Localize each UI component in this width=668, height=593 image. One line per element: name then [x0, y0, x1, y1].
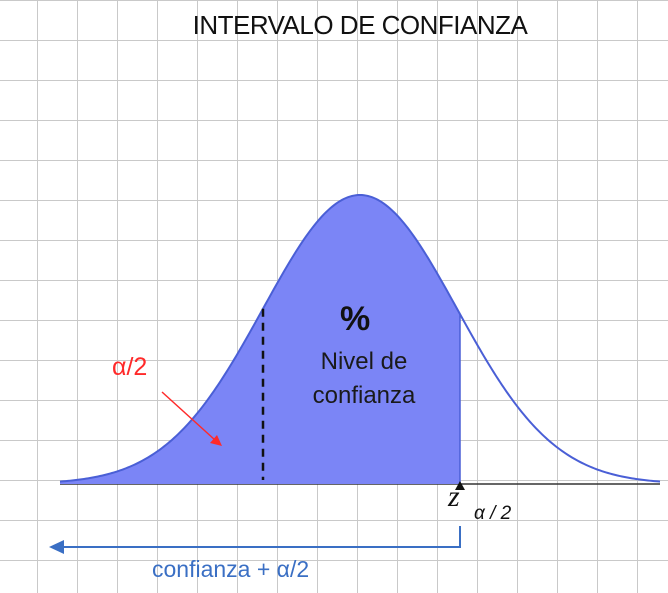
- percent-symbol: %: [340, 300, 371, 338]
- confidence-level-label: [296, 345, 432, 413]
- confidence-shaded-area: [60, 195, 460, 484]
- confidence-level-line1: Nivel de: [320, 348, 408, 375]
- cumulative-arrow-line: [60, 526, 460, 547]
- cumulative-label: confianza + α/2: [152, 556, 310, 582]
- confidence-level-line2: confianza: [312, 382, 416, 409]
- z-critical-symbol: z: [448, 480, 460, 513]
- cumulative-arrowhead: [49, 540, 64, 554]
- alpha-half-label: α/2: [112, 353, 148, 381]
- z-critical-subscript: α / 2: [474, 503, 512, 524]
- diagram-title: INTERVALO DE CONFIANZA: [192, 10, 528, 40]
